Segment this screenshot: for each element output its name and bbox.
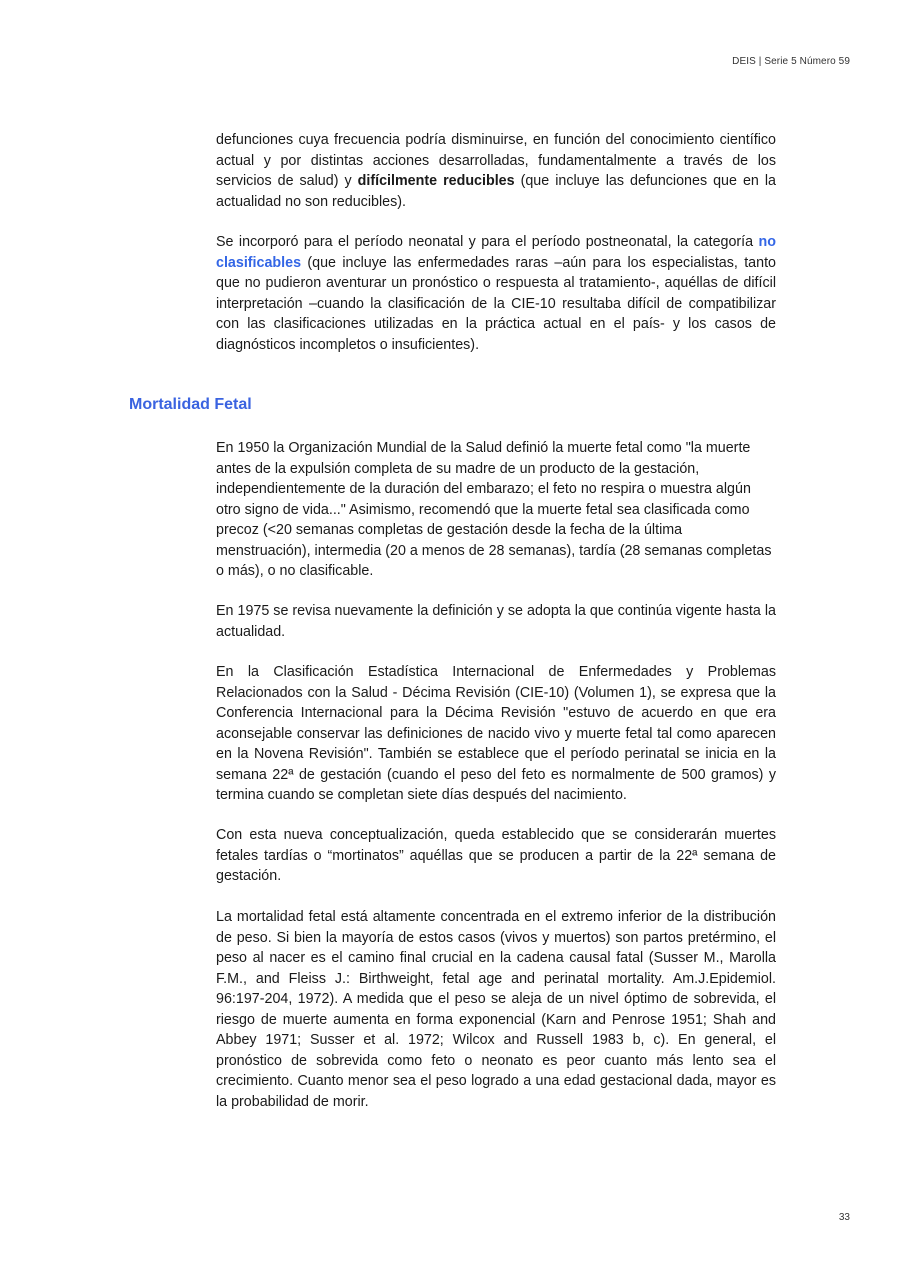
- paragraph-text: Con esta nueva conceptualización, queda establecido que se considerarán muertes fetales tardías o “mortinatos” aquéllas que se producen a partir de la 22ª semana de gestación.: [216, 827, 776, 884]
- paragraph-mortalidad-peso: [216, 907, 776, 1112]
- paragraph-reducibles: [216, 130, 776, 212]
- highlighted-term: no clasificables: [216, 234, 776, 271]
- text: (que incluye las defunciones que en la actualidad no son reducibles).: [216, 173, 776, 210]
- text: Se incorporó para el período neonatal y para el período postneonatal, la categoría: [216, 234, 759, 250]
- paragraph-text: La mortalidad fetal está altamente concentrada en el extremo inferior de la distribución de peso. Si bien la mayoría de estos casos (vivos y muertos) son partos pretérmino, el peso al nacer es el camino final crucial en la cadena causal fatal (Susser M., Marolla F.M., and Fleiss J.: Birthweight, fetal age and perinatal mortality. Am.J.Epidemiol. 96:197-204, 1972). A medida que el peso se aleja de un nivel óptimo de sobrevida, el riesgo de muerte aumenta en forma exponencial (Karn and Penrose 1951; Shah and Abbey 1971; Susser et al. 1972; Wilcox and Russell 1983 b, c). En general, el pronóstico de sobrevida como feto o neonato es peor cuanto más lento sea el crecimiento. Cuanto menor sea el peso logrado a una edad gestacional dada, mayor es la probabilidad de morir.: [216, 909, 776, 1110]
- paragraph-text: En 1975 se revisa nuevamente la definición y se adopta la que continúa vigente hasta la actualidad.: [216, 603, 776, 640]
- text: defunciones cuya frecuencia podría disminuirse, en función del conocimiento científico actual y por distintas acciones desarrolladas, fundamentalmente a través de los servicios de salud) y: [216, 132, 776, 189]
- paragraph-conceptualizacion: [216, 825, 776, 887]
- bold-term: difícilmente reducibles: [357, 173, 515, 189]
- section-heading: Mortalidad Fetal: [129, 396, 252, 413]
- paragraph-1975-revision: [216, 601, 776, 642]
- paragraph-cie10: [216, 662, 776, 806]
- page-number: 33: [838, 1212, 850, 1223]
- paragraph-text: En 1950 la Organización Mundial de la Salud definió la muerte fetal como "la muerte antes de la expulsión completa de su madre de un producto de la gestación, independientemente de la duración del embarazo; el feto no respira o muestra algún otro signo de vida..." Asimismo, recomendó que la muerte fetal sea clasificada como precoz (<20 semanas completas de gestación desde la fecha de la última menstruación), intermedia (20 a menos de 28 semanas), tardía (28 semanas completas o más), o no clasificable.: [216, 440, 772, 579]
- paragraph-1950-definition: [216, 438, 776, 582]
- running-header: DEIS | Serie 5 Número 59: [732, 56, 850, 67]
- paragraph-text: En la Clasificación Estadística Internacional de Enfermedades y Problemas Relacionados con la Salud - Décima Revisión (CIE-10) (Volumen 1), se expresa que la Conferencia Internacional para la Décima Revisión "estuvo de acuerdo en que era aconsejable conservar las definiciones de nacido vivo y muerte fetal tal como aparecen en la Novena Revisión". También se establece que el período perinatal se inicia en la semana 22ª de gestación (cuando el peso del feto es normalmente de 500 gramos) y termina cuando se completan siete días después del nacimiento.: [216, 664, 776, 803]
- paragraph-no-clasificables: [216, 232, 776, 355]
- text: (que incluye las enfermedades raras –aún para los especialistas, tanto que no pudieron aventurar un pronóstico o respuesta al tratamiento-, aquéllas de difícil interpretación –cuando la clasificación de la CIE-10 resultaba difícil de compatibilizar con las clasificaciones utilizadas en la práctica actual en el país- y los casos de diagnósticos incompletos o insuficientes).: [216, 254, 776, 353]
